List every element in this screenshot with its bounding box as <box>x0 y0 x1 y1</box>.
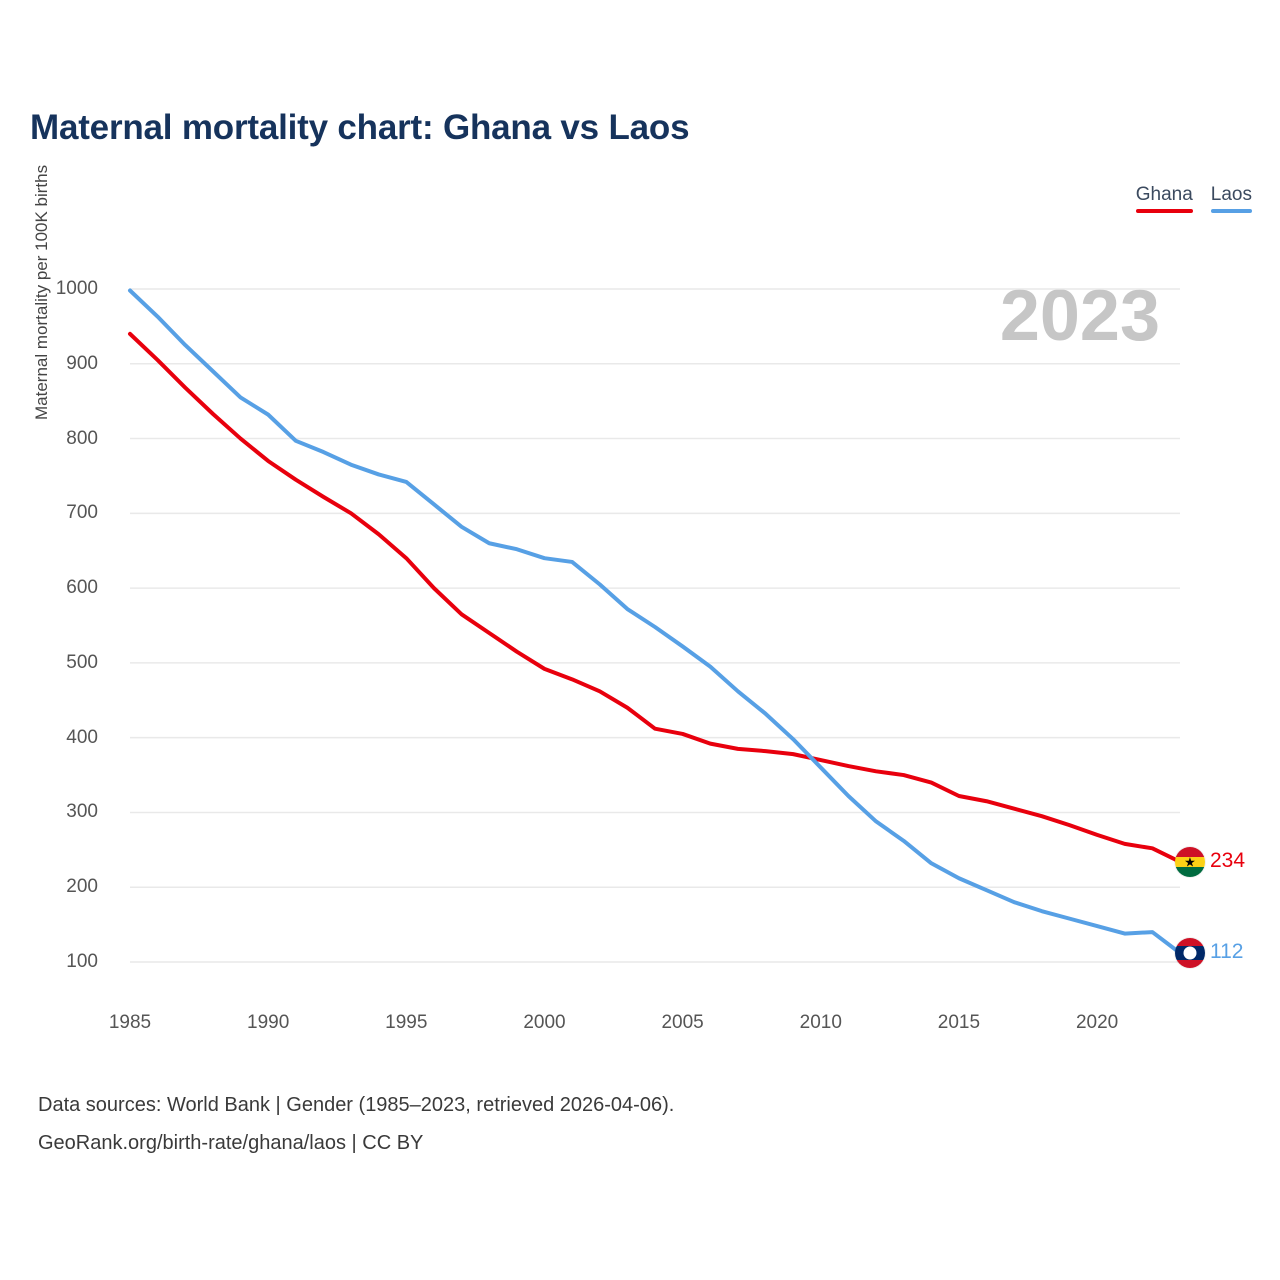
series-line-ghana <box>130 334 1180 862</box>
y-tick-label: 1000 <box>55 278 98 299</box>
x-tick-label: 1995 <box>385 1012 428 1033</box>
y-tick-label: 300 <box>66 801 98 823</box>
legend-label-ghana: Ghana <box>1135 184 1193 205</box>
footer-line-2: GeoRank.org/birth-rate/ghana/laos | CC BY <box>38 1132 424 1154</box>
x-tick-label: 2020 <box>1075 1012 1119 1033</box>
y-tick-label: 800 <box>66 427 98 449</box>
ghana-flag-icon <box>1175 847 1205 877</box>
x-tick-label: 2015 <box>937 1012 981 1033</box>
x-tick-label: 1985 <box>108 1012 152 1033</box>
disc-icon <box>1184 947 1197 960</box>
end-value-laos: 112 <box>1210 940 1244 964</box>
year-watermark: 2023 <box>999 276 1160 356</box>
y-axis-title: Maternal mortality per 100K births <box>32 164 51 420</box>
laos-flag-icon <box>1175 938 1205 968</box>
y-tick-label: 900 <box>66 352 98 374</box>
footer-line-1: Data sources: World Bank | Gender (1985–2023, retrieved 2026-04-06). <box>38 1094 675 1116</box>
y-tick-label: 400 <box>66 726 98 748</box>
x-tick-label: 1990 <box>247 1012 290 1033</box>
footer-sources <box>38 1086 674 1162</box>
y-tick-label: 600 <box>66 577 98 599</box>
end-value-ghana: 234 <box>1210 848 1246 872</box>
y-tick-label: 700 <box>66 502 98 524</box>
legend-label-laos: Laos <box>1210 184 1252 205</box>
y-tick-label: 500 <box>66 651 98 673</box>
y-tick-label: 100 <box>66 951 98 972</box>
y-tick-label: 200 <box>66 876 98 898</box>
series-line-laos <box>130 290 1180 953</box>
x-tick-label: 2010 <box>799 1012 842 1033</box>
x-tick-label: 2005 <box>661 1012 704 1033</box>
page-title: Maternal mortality chart: Ghana vs Laos <box>30 108 690 147</box>
x-tick-label: 2000 <box>523 1012 566 1033</box>
star-icon: ★ <box>1184 854 1196 870</box>
